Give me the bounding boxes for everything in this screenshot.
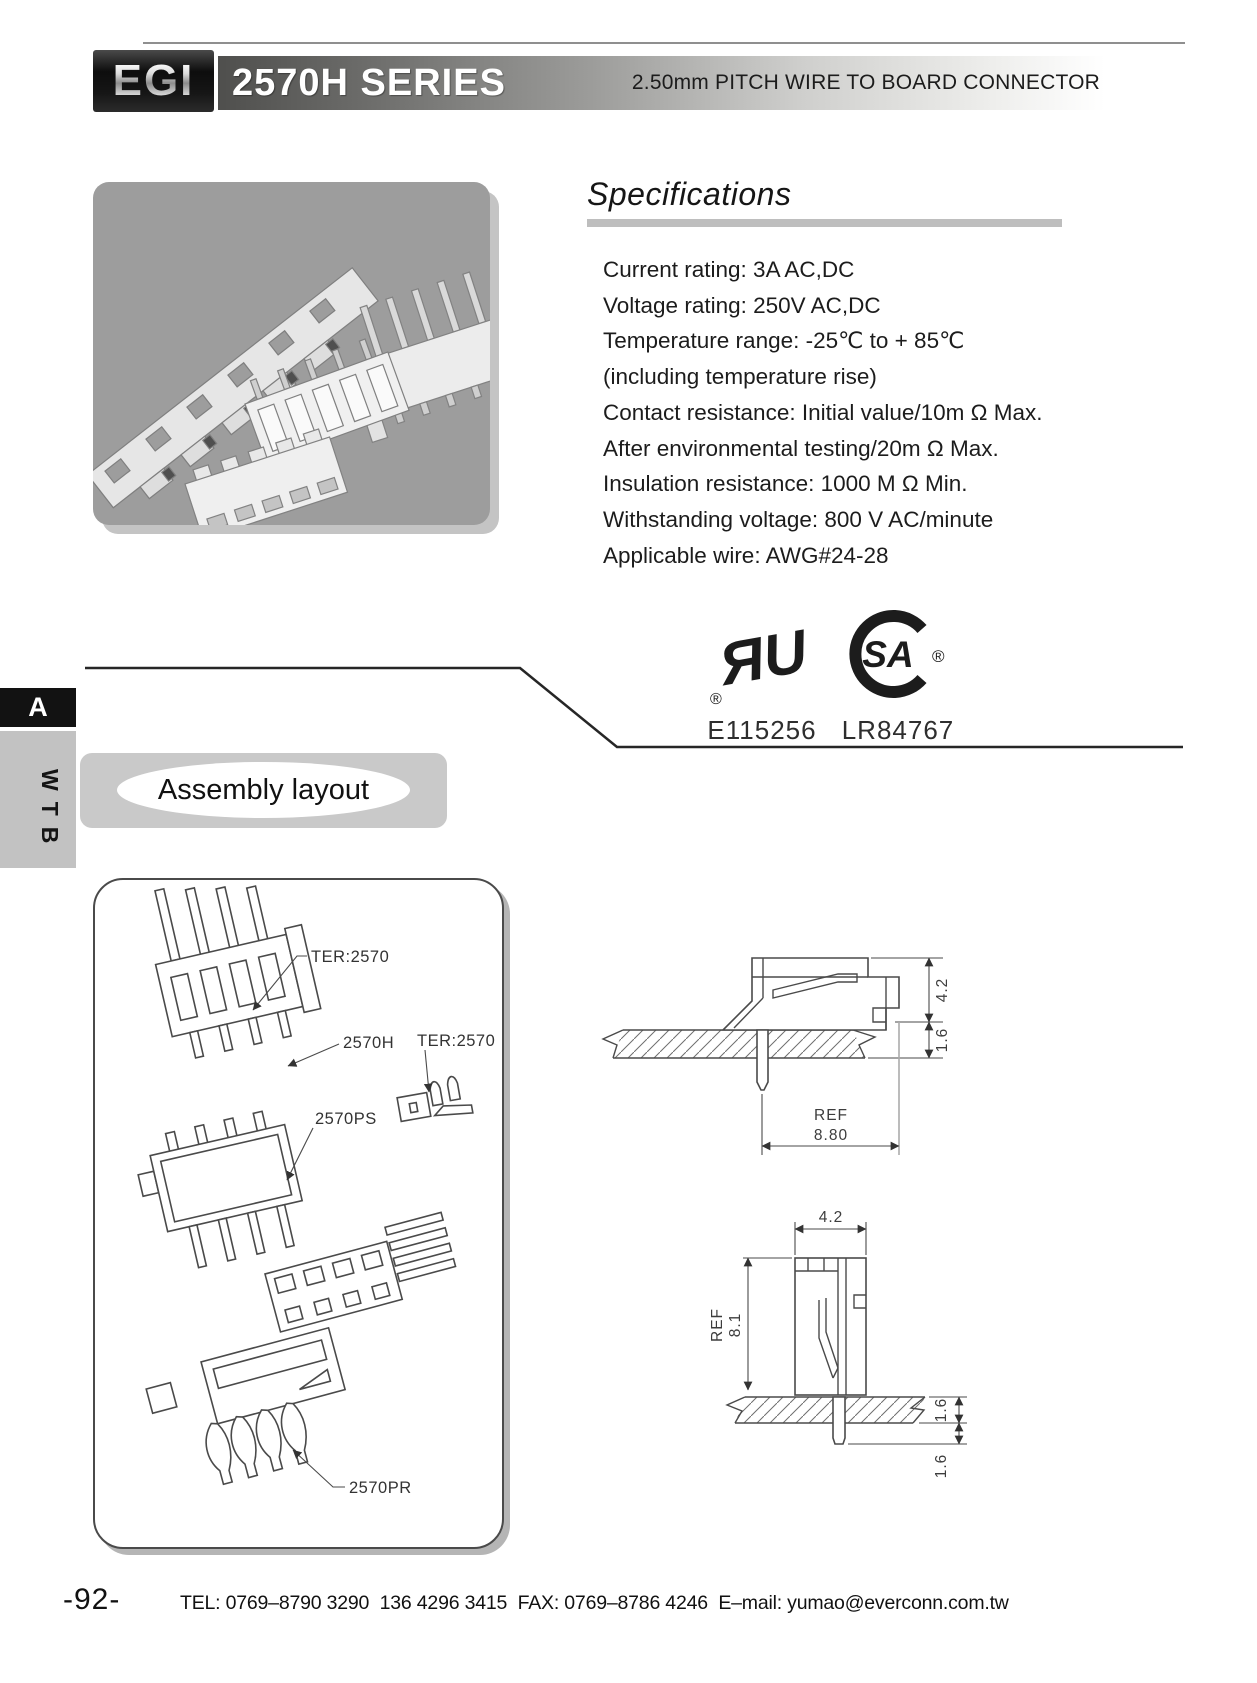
svg-text:®: ® <box>932 647 945 666</box>
egi-logo <box>93 50 214 112</box>
ul-logo-icon <box>700 612 824 708</box>
leader-ter-right <box>425 1050 429 1092</box>
product-photo <box>93 182 490 525</box>
label-2570pr: 2570PR <box>349 1479 412 1497</box>
technical-drawings <box>595 870 1025 1510</box>
dim-front-ref-value: 8.1 <box>727 1312 744 1338</box>
csa-certification <box>836 606 960 746</box>
specifications-list <box>603 252 1043 573</box>
csa-logo-icon <box>836 606 960 708</box>
label-2570ps: 2570PS <box>315 1110 377 1128</box>
terminal-2570-drawing <box>395 1074 473 1125</box>
spec-line: Temperature range: -25℃ to + 85℃ <box>603 328 965 354</box>
assembly-layout-drawing <box>95 880 498 1543</box>
svg-text:®: ® <box>710 691 722 708</box>
svg-text:SA: SA <box>862 634 914 675</box>
spec-line: After environmental testing/20m Ω Max. <box>603 435 999 461</box>
footer-contact: TEL: 0769–8790 3290 136 4296 3415 FAX: 0769–8786 4246 E–mail: yumao@everconn.com.tw <box>180 1592 1009 1614</box>
assembly-layout-banner <box>80 753 447 828</box>
section-tab-wtb <box>0 731 76 868</box>
egi-logo-text: EGI <box>112 56 195 105</box>
specifications-underline-bar <box>587 219 1062 227</box>
spec-line: Current rating: 3A AC,DC <box>603 257 855 282</box>
dim-front-board-thickness: 1.6 <box>933 1397 950 1423</box>
assembly-layout-box <box>93 878 504 1549</box>
specifications-title: Specifications <box>587 176 792 212</box>
side-view-drawing <box>603 958 951 1155</box>
section-tab-letter: A <box>28 692 48 722</box>
dim-side-ref-label: REF <box>814 1107 848 1124</box>
svg-text:ЯU: ЯU <box>714 617 812 699</box>
spec-line: Voltage rating: 250V AC,DC <box>603 292 881 318</box>
csa-file-number: LR84767 <box>841 715 955 745</box>
front-view-drawing <box>709 1209 967 1478</box>
dim-side-height: 4.2 <box>934 977 951 1003</box>
dim-side-ref-value: 8.80 <box>813 1127 849 1144</box>
dim-side-standoff: 1.6 <box>934 1027 951 1053</box>
section-tab-a <box>0 688 76 727</box>
series-title: 2570H SERIES <box>232 61 506 104</box>
connector-2570h-drawing <box>139 880 325 1062</box>
wtb-vertical-label: WTB <box>37 769 63 855</box>
spec-line: Withstanding voltage: 800 V AC/minute <box>603 506 994 532</box>
label-ter-right: TER:2570 <box>417 1032 496 1050</box>
spec-line: (including temperature rise) <box>603 364 877 390</box>
connector-2570pr-drawing <box>143 1328 361 1497</box>
product-photo-illustration <box>93 182 490 525</box>
page-number: -92- <box>63 1583 121 1616</box>
leader-2570h <box>288 1044 339 1066</box>
spec-line: Applicable wire: AWG#24-28 <box>603 542 889 568</box>
dim-front-pin-protrusion: 1.6 <box>933 1453 950 1479</box>
ul-file-number: E115256 <box>707 715 817 745</box>
dim-front-ref-label: REF <box>709 1308 726 1342</box>
header-subtitle: 2.50mm PITCH WIRE TO BOARD CONNECTOR <box>631 71 1100 94</box>
ul-certification <box>700 612 824 746</box>
header-top-rule <box>143 42 1185 44</box>
spec-line: Contact resistance: Initial value/10m Ω Max. <box>603 399 1043 425</box>
assembly-layout-ellipse <box>117 762 410 818</box>
dim-front-width: 4.2 <box>818 1209 844 1226</box>
connector-2570ps-drawing <box>131 1107 312 1276</box>
spec-line: Insulation resistance: 1000 M Ω Min. <box>603 471 968 497</box>
label-ter-top: TER:2570 <box>311 948 390 966</box>
assembly-layout-title: Assembly layout <box>157 773 370 806</box>
label-2570h: 2570H <box>343 1034 395 1052</box>
